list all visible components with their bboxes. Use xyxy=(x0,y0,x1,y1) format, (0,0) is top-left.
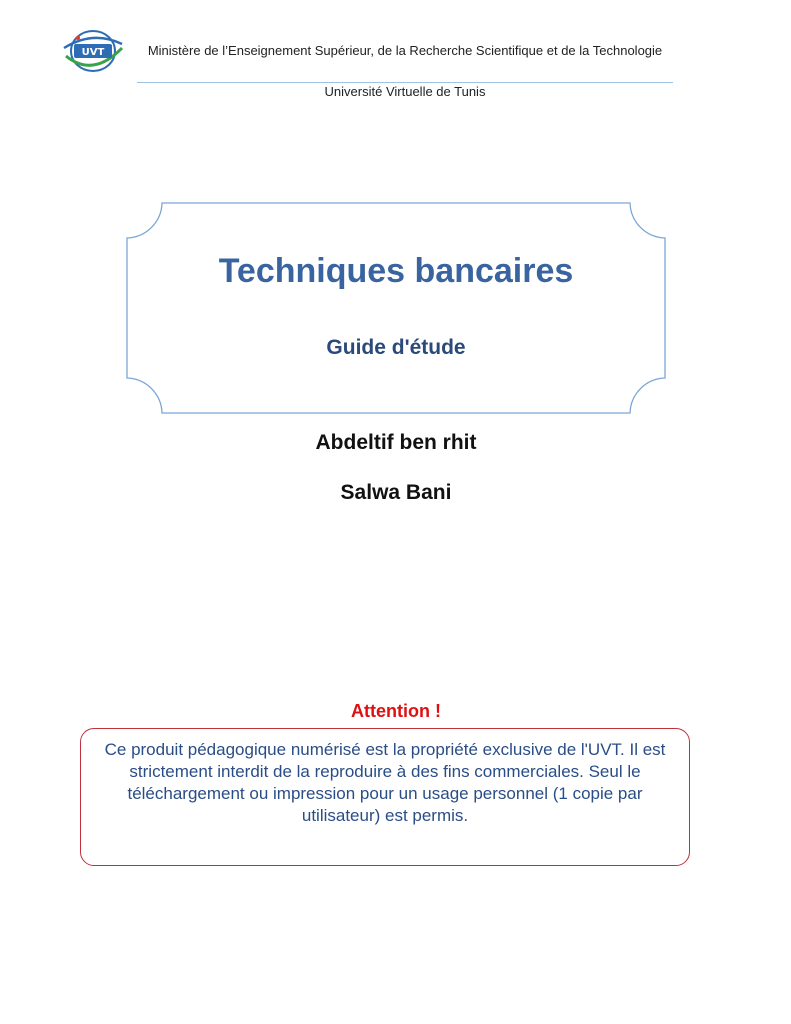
attention-heading: Attention ! xyxy=(351,701,441,721)
document-title: Techniques bancaires xyxy=(218,252,574,290)
header-divider xyxy=(137,82,673,83)
logo-text: UVT xyxy=(81,47,105,58)
copyright-notice-text: Ce produit pédagogique numérisé est la propriété exclusive de l'UVT. Il est strictement interdit de la reproduire à des fins commerciales. Seul le téléchargement ou impression pour un usage personnel (1 copie par utilisateur) est permis. xyxy=(104,740,666,825)
title-frame xyxy=(126,202,666,414)
university-name: Université Virtuelle de Tunis xyxy=(324,84,486,99)
uvt-logo-icon xyxy=(60,26,126,76)
author-name: Abdeltif ben rhit xyxy=(315,431,477,454)
author-name: Salwa Bani xyxy=(340,481,452,504)
ministry-header: Ministère de l’Enseignement Supérieur, de la Recherche Scientifique et de la Technologie xyxy=(147,43,663,58)
document-subtitle: Guide d'étude xyxy=(326,336,466,359)
uvt-logo xyxy=(60,26,126,76)
